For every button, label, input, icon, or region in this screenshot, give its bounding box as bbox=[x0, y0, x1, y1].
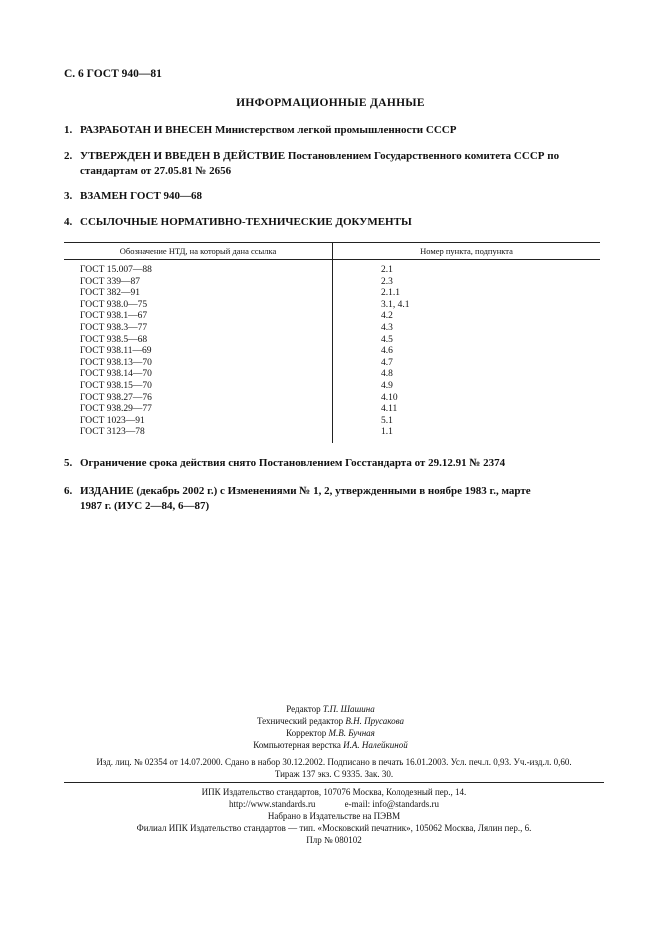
publisher-info bbox=[64, 786, 604, 846]
info-item-5 bbox=[64, 456, 604, 471]
section-title: ИНФОРМАЦИОННЫЕ ДАННЫЕ bbox=[236, 97, 425, 109]
cell-document: ГОСТ 15.007—88 bbox=[64, 260, 333, 277]
publisher-line: Филиал ИПК Издательство стандартов — тип. «Московский печатник», 105062 Москва, Лялин пер., 6. bbox=[136, 823, 532, 833]
table-row bbox=[64, 288, 600, 300]
table-row bbox=[64, 323, 600, 335]
table-row bbox=[64, 346, 600, 358]
info-item-1 bbox=[64, 123, 604, 138]
table-row bbox=[64, 381, 600, 393]
table-row bbox=[64, 416, 600, 428]
credit-role: Корректор bbox=[286, 728, 329, 738]
item-text: (декабрь 2002 г.) с Изменениями № 1, 2, утвержденными в ноябре 1983 г., марте bbox=[133, 485, 531, 497]
cell-clause: 4.2 bbox=[381, 311, 393, 322]
table-row bbox=[64, 277, 600, 289]
table-row bbox=[64, 427, 600, 443]
cell-clause: 2.1.1 bbox=[381, 288, 400, 299]
credit-name: И.А. Налейкиной bbox=[343, 740, 408, 750]
cell-document: ГОСТ 3123—78 bbox=[64, 427, 333, 443]
item-bold-text: ИЗДАНИЕ bbox=[80, 485, 134, 497]
credit-name: Т.П. Шашина bbox=[322, 704, 375, 714]
cell-document: ГОСТ 382—91 bbox=[64, 288, 333, 300]
cell-document: ГОСТ 938.14—70 bbox=[64, 369, 333, 381]
cell-clause: 4.6 bbox=[381, 346, 393, 357]
column-header-clause: Номер пункта, подпункта bbox=[333, 243, 601, 260]
cell-document: ГОСТ 938.11—69 bbox=[64, 346, 333, 358]
cell-document: ГОСТ 938.5—68 bbox=[64, 335, 333, 347]
credit-role: Компьютерная верстка bbox=[253, 740, 344, 750]
publisher-line: http://www.standards.ru e-mail: info@standards.ru bbox=[229, 799, 439, 809]
item-bold-text: РАЗРАБОТАН И ВНЕСЕН bbox=[80, 124, 213, 136]
cell-document: ГОСТ 938.1—67 bbox=[64, 311, 333, 323]
publication-line: Изд. лиц. № 02354 от 14.07.2000. Сдано в набор 30.12.2002. Подписано в печать 16.01.2003. Усл. печ.л. 0,93. Уч.-изд.л. 0,60. bbox=[96, 757, 572, 767]
cell-clause: 4.8 bbox=[381, 369, 393, 380]
cell-clause: 4.11 bbox=[381, 404, 398, 415]
item-number: 2. bbox=[64, 150, 73, 162]
publication-line: Тираж 137 экз. С 9335. Зак. 30. bbox=[274, 769, 394, 779]
item-text: Постановлением Государственного комитета СССР по bbox=[285, 150, 560, 162]
cell-document: ГОСТ 938.0—75 bbox=[64, 300, 333, 312]
cell-clause: 4.7 bbox=[381, 357, 393, 368]
info-item-6 bbox=[64, 484, 604, 514]
credit-role: Технический редактор bbox=[256, 716, 346, 726]
item-bold-text: ВЗАМЕН ГОСТ 940—68 bbox=[80, 190, 203, 202]
table-row bbox=[64, 300, 600, 312]
table-row bbox=[64, 260, 600, 277]
table-row bbox=[64, 335, 600, 347]
cell-clause: 3.1, 4.1 bbox=[381, 299, 410, 310]
cell-clause: 4.9 bbox=[381, 380, 393, 391]
cell-clause: 2.3 bbox=[381, 276, 393, 287]
table-row bbox=[64, 393, 600, 405]
item-continuation: 1987 г. (ИУС 2—84, 6—87) bbox=[80, 500, 210, 512]
item-bold-text: ССЫЛОЧНЫЕ НОРМАТИВНО-ТЕХНИЧЕСКИЕ ДОКУМЕНТЫ bbox=[80, 216, 412, 228]
credit-layout bbox=[0, 739, 661, 751]
cell-document: ГОСТ 1023—91 bbox=[64, 416, 333, 428]
table-header-row bbox=[64, 243, 600, 260]
credit-role: Редактор bbox=[286, 704, 323, 714]
item-number: 3. bbox=[64, 190, 73, 202]
item-number: 4. bbox=[64, 216, 73, 228]
publication-info bbox=[64, 756, 604, 780]
credit-tech-editor bbox=[0, 715, 661, 727]
table-body bbox=[64, 260, 600, 443]
table-row bbox=[64, 404, 600, 416]
page-header: С. 6 ГОСТ 940—81 bbox=[64, 68, 162, 80]
cell-document: ГОСТ 938.13—70 bbox=[64, 358, 333, 370]
table-row bbox=[64, 369, 600, 381]
item-number: 1. bbox=[64, 124, 73, 136]
cell-document: ГОСТ 938.29—77 bbox=[64, 404, 333, 416]
cell-document: ГОСТ 938.15—70 bbox=[64, 381, 333, 393]
credit-name: М.В. Бучная bbox=[328, 728, 375, 738]
table-row bbox=[64, 311, 600, 323]
cell-document: ГОСТ 938.3—77 bbox=[64, 323, 333, 335]
cell-clause: 4.10 bbox=[381, 392, 398, 403]
table-row bbox=[64, 358, 600, 370]
cell-clause: 2.1 bbox=[381, 265, 393, 275]
item-text: Министерством легкой промышленности СССР bbox=[212, 124, 457, 136]
info-item-4 bbox=[64, 215, 604, 230]
credits-block bbox=[0, 703, 661, 751]
credit-proofreader bbox=[0, 727, 661, 739]
item-number: 5. bbox=[64, 457, 73, 469]
item-bold-text: УТВЕРЖДЕН И ВВЕДЕН В ДЕЙСТВИЕ bbox=[80, 150, 286, 162]
credit-name: В.Н. Прусакова bbox=[345, 716, 405, 726]
info-item-3 bbox=[64, 189, 604, 204]
item-continuation: стандартам от 27.05.81 № 2656 bbox=[80, 165, 232, 177]
item-text: Ограничение срока действия снято Постановлением Госстандарта от 29.12.91 № 2374 bbox=[80, 457, 506, 469]
publisher-line: Набрано в Издательстве на ПЭВМ bbox=[267, 811, 401, 821]
info-item-2 bbox=[64, 149, 604, 179]
cell-clause: 5.1 bbox=[381, 415, 393, 426]
publisher-line: ИПК Издательство стандартов, 107076 Москва, Колодезный пер., 14. bbox=[201, 787, 467, 797]
item-number: 6. bbox=[64, 485, 73, 497]
cell-clause: 1.1 bbox=[381, 427, 393, 438]
divider bbox=[64, 782, 604, 783]
cell-document: ГОСТ 938.27—76 bbox=[64, 393, 333, 405]
publisher-line: Плр № 080102 bbox=[306, 835, 362, 845]
cell-clause: 4.3 bbox=[381, 322, 393, 333]
credit-editor bbox=[0, 703, 661, 715]
cell-clause: 4.5 bbox=[381, 334, 393, 345]
column-header-document: Обозначение НТД, на который дана ссылка bbox=[64, 243, 333, 260]
references-table bbox=[64, 242, 600, 443]
cell-document: ГОСТ 339—87 bbox=[64, 277, 333, 289]
